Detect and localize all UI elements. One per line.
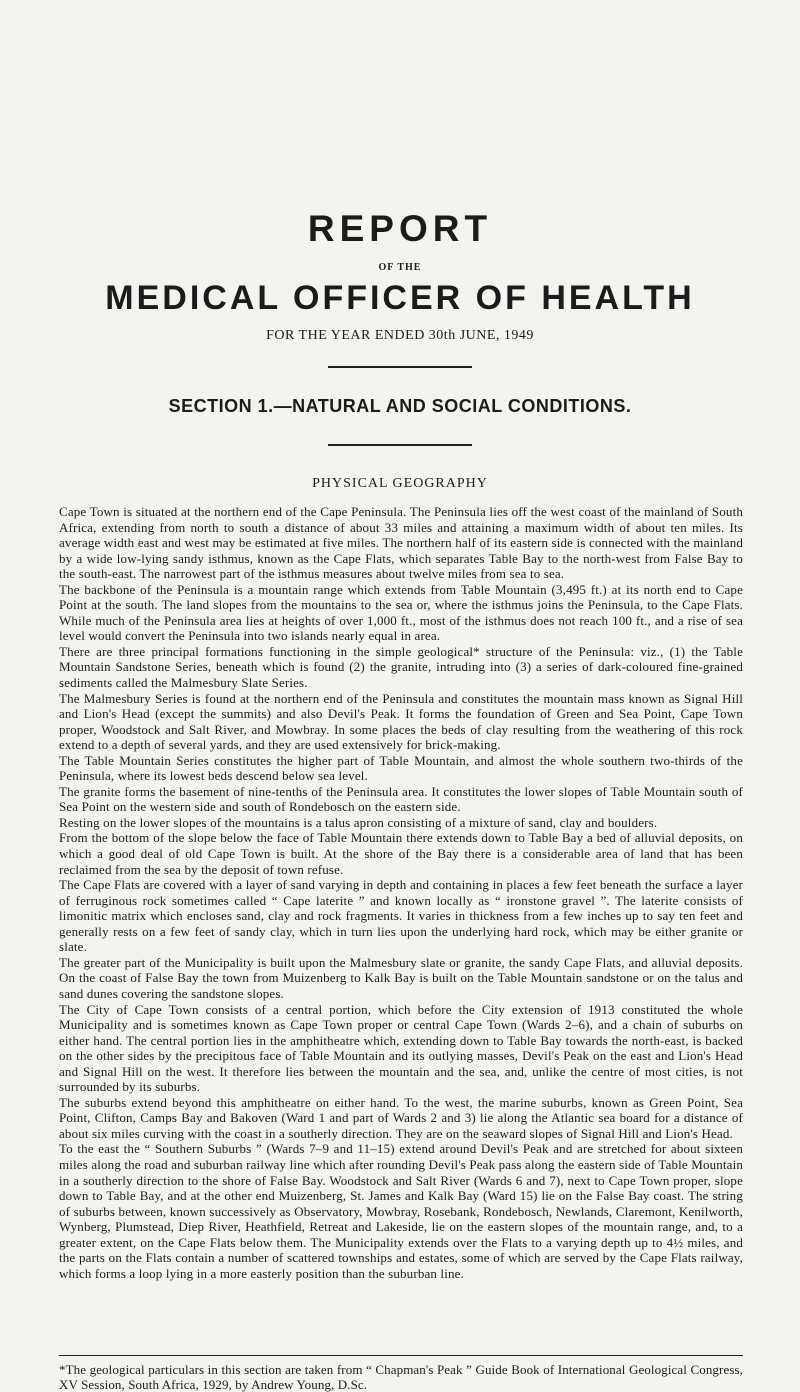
document-title: MEDICAL OFFICER OF HEALTH: [105, 279, 695, 317]
paragraph: The City of Cape Town consists of a central portion, which before the City extension of 1913 constituted the whole Municipality and is sometimes known as Cape Town proper or central Cape Town (Wards 2–6), and a chain of suburbs on either hand. The central portion lies in the amphitheatre which, extending down to Table Bay towards the north-east, is backed on the other sides by the precipitous face of Table Mountain and its outlying masses, Devil's Peak on the east and Lion's Head and Signal Hill on the west. It therefore lies between the mountain and the sea, and, unlike the centre of most cities, is not surrounded by its suburbs.: [59, 1001, 743, 1095]
footnote: *The geological particulars in this section are taken from “ Chapman's Peak ” Guide Book of International Geological Congress, XV Session, South Africa, 1929, by Andrew Young, D.Sc.: [59, 1362, 743, 1392]
paragraph: The granite forms the basement of nine-tenths of the Peninsula area. It constitutes the lower slopes of Table Mountain south of Sea Point on the western side and south of Rondebosch on the eastern side.: [59, 783, 743, 815]
subsection-heading: PHYSICAL GEOGRAPHY: [312, 476, 488, 491]
paragraph: The Cape Flats are covered with a layer of sand varying in depth and containing in places a few feet beneath the surface a layer of ferruginous rock sometimes called “ Cape laterite ” and known locally as “ ironstone gravel ”. The laterite consists of limonitic matrix which encloses sand, clay and rock fragments. It varies in thickness from a few inches up to say ten feet and generally rests on a few feet of sandy clay, which in turn lies upon the underlying hard rock, which may be either granite or slate.: [59, 877, 743, 955]
of-the-subheading: OF THE: [378, 262, 422, 273]
paragraph: The backbone of the Peninsula is a mountain range which extends from Table Mountain (3,495 ft.) at its north end to Cape Point at the south. The land slopes from the mountains to the sea or, where the isthmus joins the Peninsula, to the Cape Flats. While much of the Peninsula area lies at heights of over 1,000 ft., most of the isthmus does not reach 100 ft., and a rise of sea level would convert the Peninsula into two islands nearly equal in area.: [59, 581, 743, 644]
year-line: FOR THE YEAR ENDED 30th JUNE, 1949: [266, 328, 534, 343]
paragraph: The Malmesbury Series is found at the northern end of the Peninsula and constitutes the mountain mass known as Signal Hill and Lion's Head (except the summits) and also Devil's Peak. It forms the foundation of Green and Sea Point, Cape Town proper, Woodstock and Salt River, and Mowbray. In some places the beds of clay resulting from the weathering of this rock extend to a depth of several yards, and they are used extensively for brick-making.: [59, 690, 743, 753]
paragraph: Cape Town is situated at the northern end of the Cape Peninsula. The Peninsula lies off the west coast of the mainland of South Africa, extending from north to south a distance of about 33 miles and attaining a maximum width of about ten miles. Its average width east and west may be estimated at five miles. The northern half of its eastern side is connected with the mainland by a wide low-lying sandy isthmus, known as the Cape Flats, which separates Table Bay to the north-west from False Bay to the south-east. The narrowest part of the isthmus measures about twelve miles from sea to sea.: [59, 504, 743, 582]
paragraph: There are three principal formations functioning in the simple geological* structure of the Peninsula: viz., (1) the Table Mountain Sandstone Series, beneath which is found (2) the granite, intruding into (3) a series of dark-coloured fine-grained sediments called the Malmesbury Slate Series.: [59, 643, 743, 691]
section-heading: SECTION 1.—NATURAL AND SOCIAL CONDITIONS.: [168, 396, 632, 416]
paragraph: Resting on the lower slopes of the mountains is a talus apron consisting of a mixture of sand, clay and boulders.: [59, 814, 658, 830]
footnote-rule: [59, 1355, 743, 1356]
divider-rule: [328, 366, 472, 368]
paragraph: To the east the “ Southern Suburbs ” (Wards 7–9 and 11–15) extend around Devil's Peak and are stretched for about sixteen miles along the road and suburban railway line which after rounding Devil's Peak pass along the eastern side of Table Mountain in a southerly direction to the shore of False Bay. Woodstock and Salt River (Wards 6 and 7), next to Cape Town proper, slope down to Table Bay, and at the other end Muizenberg, St. James and Kalk Bay (Ward 15) lie on the False Bay coast. The string of suburbs between, known successively as Observatory, Mowbray, Rosebank, Rondebosch, Newlands, Claremont, Kenilworth, Wynberg, Plumstead, Diep River, Heathfield, Retreat and Lakeside, lie on the eastern slopes of the mountain range, and, to a greater extent, on the Cape Flats below them. The Municipality extends over the Flats to a varying depth up to 4½ miles, and the parts on the Flats contain a number of scattered townships and estates, some of which are served by the Cape Flats railway, which forms a loop lying in a more easterly position than the suburban line.: [59, 1141, 743, 1281]
paragraph: The greater part of the Municipality is built upon the Malmesbury slate or granite, the sandy Cape Flats, and alluvial deposits. On the coast of False Bay the town from Muizenberg to Kalk Bay is built on the Table Mountain sandstone or on the talus and sand dunes covering the sandstone slopes.: [59, 954, 743, 1001]
divider-rule: [328, 444, 472, 446]
paragraph: The suburbs extend beyond this amphitheatre on either hand. To the west, the marine suburbs, known as Green Point, Sea Point, Clifton, Camps Bay and Bakoven (Ward 1 and part of Wards 2 and 3) lie along the Atlantic sea board for a distance of about six miles curving with the coast in a southerly direction. They are on the seaward slopes of Signal Hill and Lion's Head.: [59, 1094, 743, 1141]
report-heading: REPORT: [307, 208, 493, 249]
body-text: [59, 504, 743, 1281]
paragraph: The Table Mountain Series constitutes the higher part of Table Mountain, and almost the whole southern two-thirds of the Peninsula, where its lowest beds descend below sea level.: [59, 752, 743, 784]
paragraph: From the bottom of the slope below the face of Table Mountain there extends down to Table Bay a bed of alluvial deposits, on which a good deal of old Cape Town is built. At the shore of the Bay there is a considerable area of land that has been reclaimed from the sea by the deposit of town refuse.: [59, 830, 743, 877]
